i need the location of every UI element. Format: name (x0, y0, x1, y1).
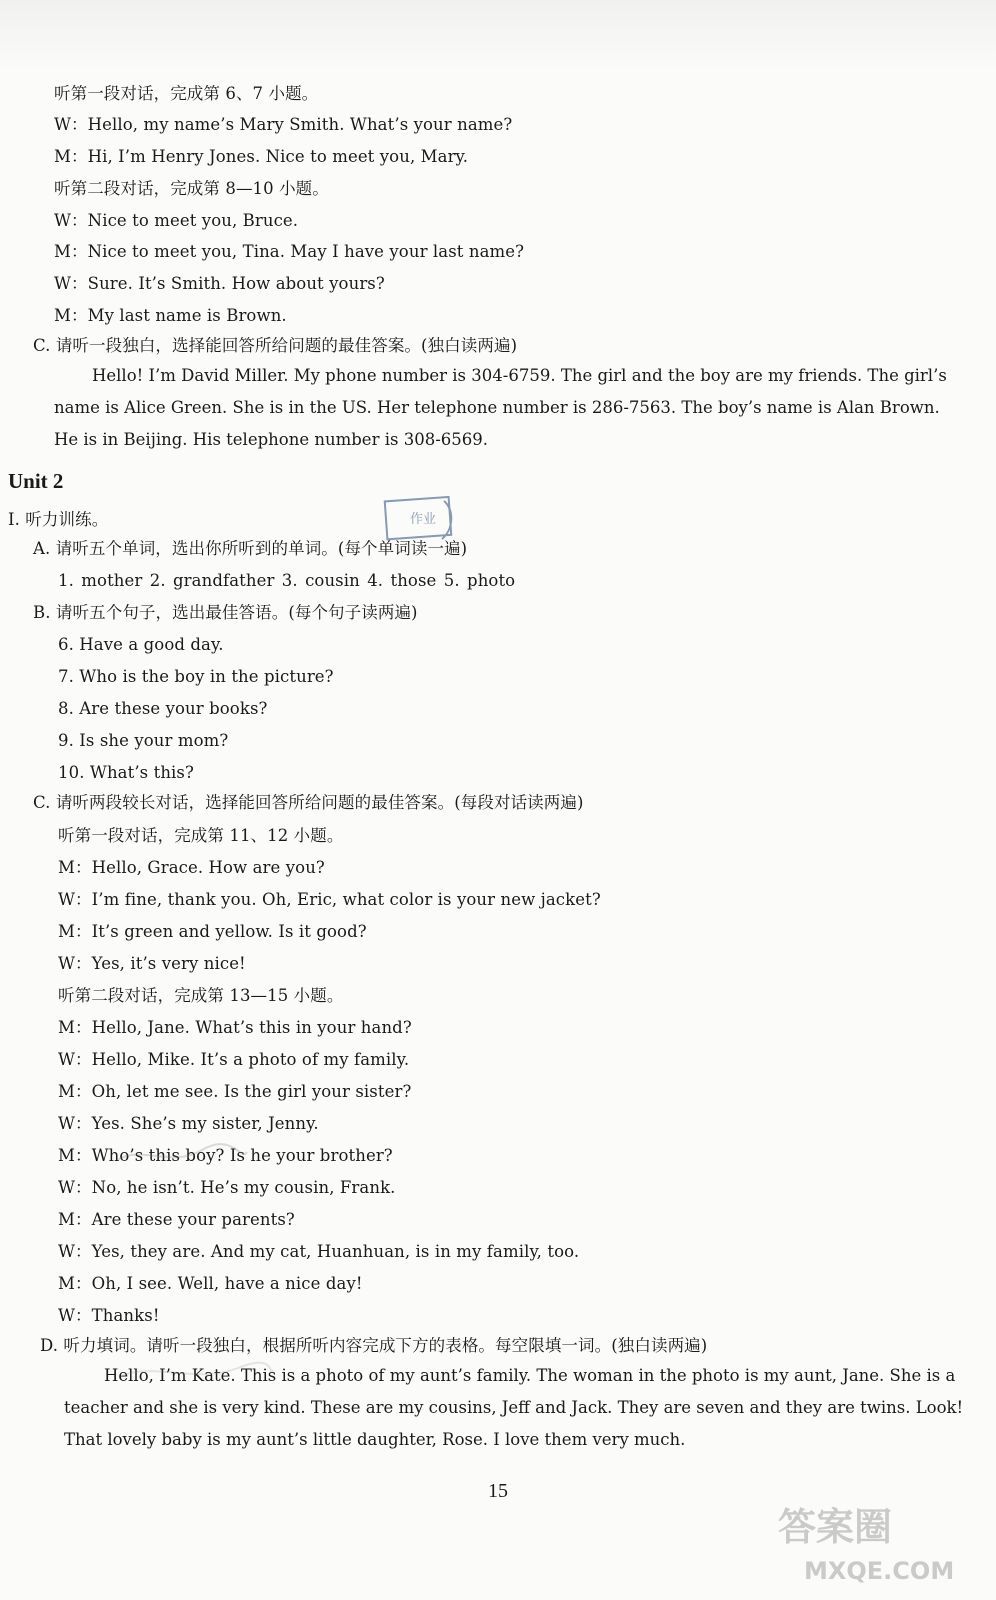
sentence-item: 8. Are these your books? (58, 699, 268, 718)
sentence-item: 6. Have a good day. (58, 635, 224, 654)
faded-ink-mark (112, 1140, 252, 1170)
section-instruction: 听第一段对话，完成第 11、12 小题。 (58, 826, 344, 845)
dialogue-line: M：It’s green and yellow. Is it good? (58, 922, 367, 941)
task-heading: D. 听力填词。请听一段独白，根据所听内容完成下方的表格。每空限填一词。(独白读两遍) (40, 1336, 708, 1355)
section-heading: Ⅰ. 听力训练。 (8, 510, 109, 529)
dialogue-line: W：Yes, it’s very nice! (58, 954, 246, 973)
section-instruction: 听第一段对话，完成第 6、7 小题。 (54, 84, 319, 103)
dialogue-line: M：Hello, Jane. What’s this in your hand? (58, 1018, 412, 1037)
sentence-item: 9. Is she your mom? (58, 731, 229, 750)
monologue-paragraph: Hello! I’m David Miller. My phone number is 304-6759. The girl and the boy are my friends. The girl’s name is Alice Green. She is in the US. Her telephone number is 286-7563. The boy’s name is Alan Brown. He is in Beijing. His telephone number is 308-6569. (54, 366, 947, 449)
section-instruction: 听第二段对话，完成第 8—10 小题。 (54, 179, 329, 198)
dialogue-line: W：Yes, they are. And my cat, Huanhuan, is in my family, too. (58, 1242, 580, 1261)
task-heading: B. 请听五个句子，选出最佳答语。(每个句子读两遍) (33, 603, 418, 622)
task-heading: C. 请听两段较长对话，选择能回答所给问题的最佳答案。(每段对话读两遍) (33, 793, 584, 812)
dialogue-line: M：My last name is Brown. (54, 306, 287, 325)
dialogue-line: W：No, he isn’t. He’s my cousin, Frank. (58, 1178, 396, 1197)
svg-text:MXQE.COM: MXQE.COM (804, 1557, 955, 1585)
dialogue-line: M：Who’s this boy? Is he your brother? (58, 1146, 393, 1165)
svg-text:作业: 作业 (410, 512, 437, 527)
watermark-logo-icon (766, 1495, 976, 1590)
scan-shadow (0, 0, 996, 70)
faded-ink-mark (118, 1360, 278, 1386)
task-heading: A. 请听五个单词，选出你所听到的单词。(每个单词读一遍) (33, 539, 468, 558)
dialogue-line: W：Hello, Mike. It’s a photo of my family. (58, 1050, 410, 1069)
sentence-item: 10. What’s this? (58, 763, 194, 782)
dialogue-line: M：Oh, let me see. Is the girl your sister? (58, 1082, 412, 1101)
dialogue-line: W：Hello, my name’s Mary Smith. What’s your name? (54, 115, 513, 134)
dialogue-line: W：Sure. It’s Smith. How about yours? (54, 274, 385, 293)
dialogue-line: W：Yes. She’s my sister, Jenny. (58, 1114, 319, 1133)
monologue-paragraph: Hello, I’m Kate. This is a photo of my aunt’s family. The woman in the photo is my aunt, Jane. She is a teacher and she is very kind. These are my cousins, Jeff and Jack. They are seven and they are twins. Look! That lovely baby is my aunt’s little daughter, Rose. I love them very much. (64, 1366, 964, 1449)
section-instruction: 听第二段对话，完成第 13—15 小题。 (58, 986, 344, 1005)
dialogue-line: W：I’m fine, thank you. Oh, Eric, what color is your new jacket? (58, 890, 601, 909)
page-number: 15 (488, 1480, 508, 1502)
svg-text:答案圈: 答案圈 (778, 1505, 893, 1549)
dialogue-line: M：Nice to meet you, Tina. May I have your last name? (54, 242, 525, 261)
word-list: 1. mother 2. grandfather 3. cousin 4. those 5. photo (58, 571, 516, 590)
unit-heading: Unit 2 (8, 469, 64, 493)
task-heading: C. 请听一段独白，选择能回答所给问题的最佳答案。(独白读两遍) (33, 336, 518, 355)
dialogue-line: M：Are these your parents? (58, 1210, 295, 1229)
sentence-item: 7. Who is the boy in the picture? (58, 667, 334, 686)
dialogue-line: M：Oh, I see. Well, have a nice day! (58, 1274, 363, 1293)
dialogue-line: M：Hi, I’m Henry Jones. Nice to meet you, Mary. (54, 147, 469, 166)
dialogue-line: W：Thanks! (58, 1306, 160, 1325)
dialogue-line: W：Nice to meet you, Bruce. (54, 211, 299, 230)
dialogue-line: M：Hello, Grace. How are you? (58, 858, 325, 877)
